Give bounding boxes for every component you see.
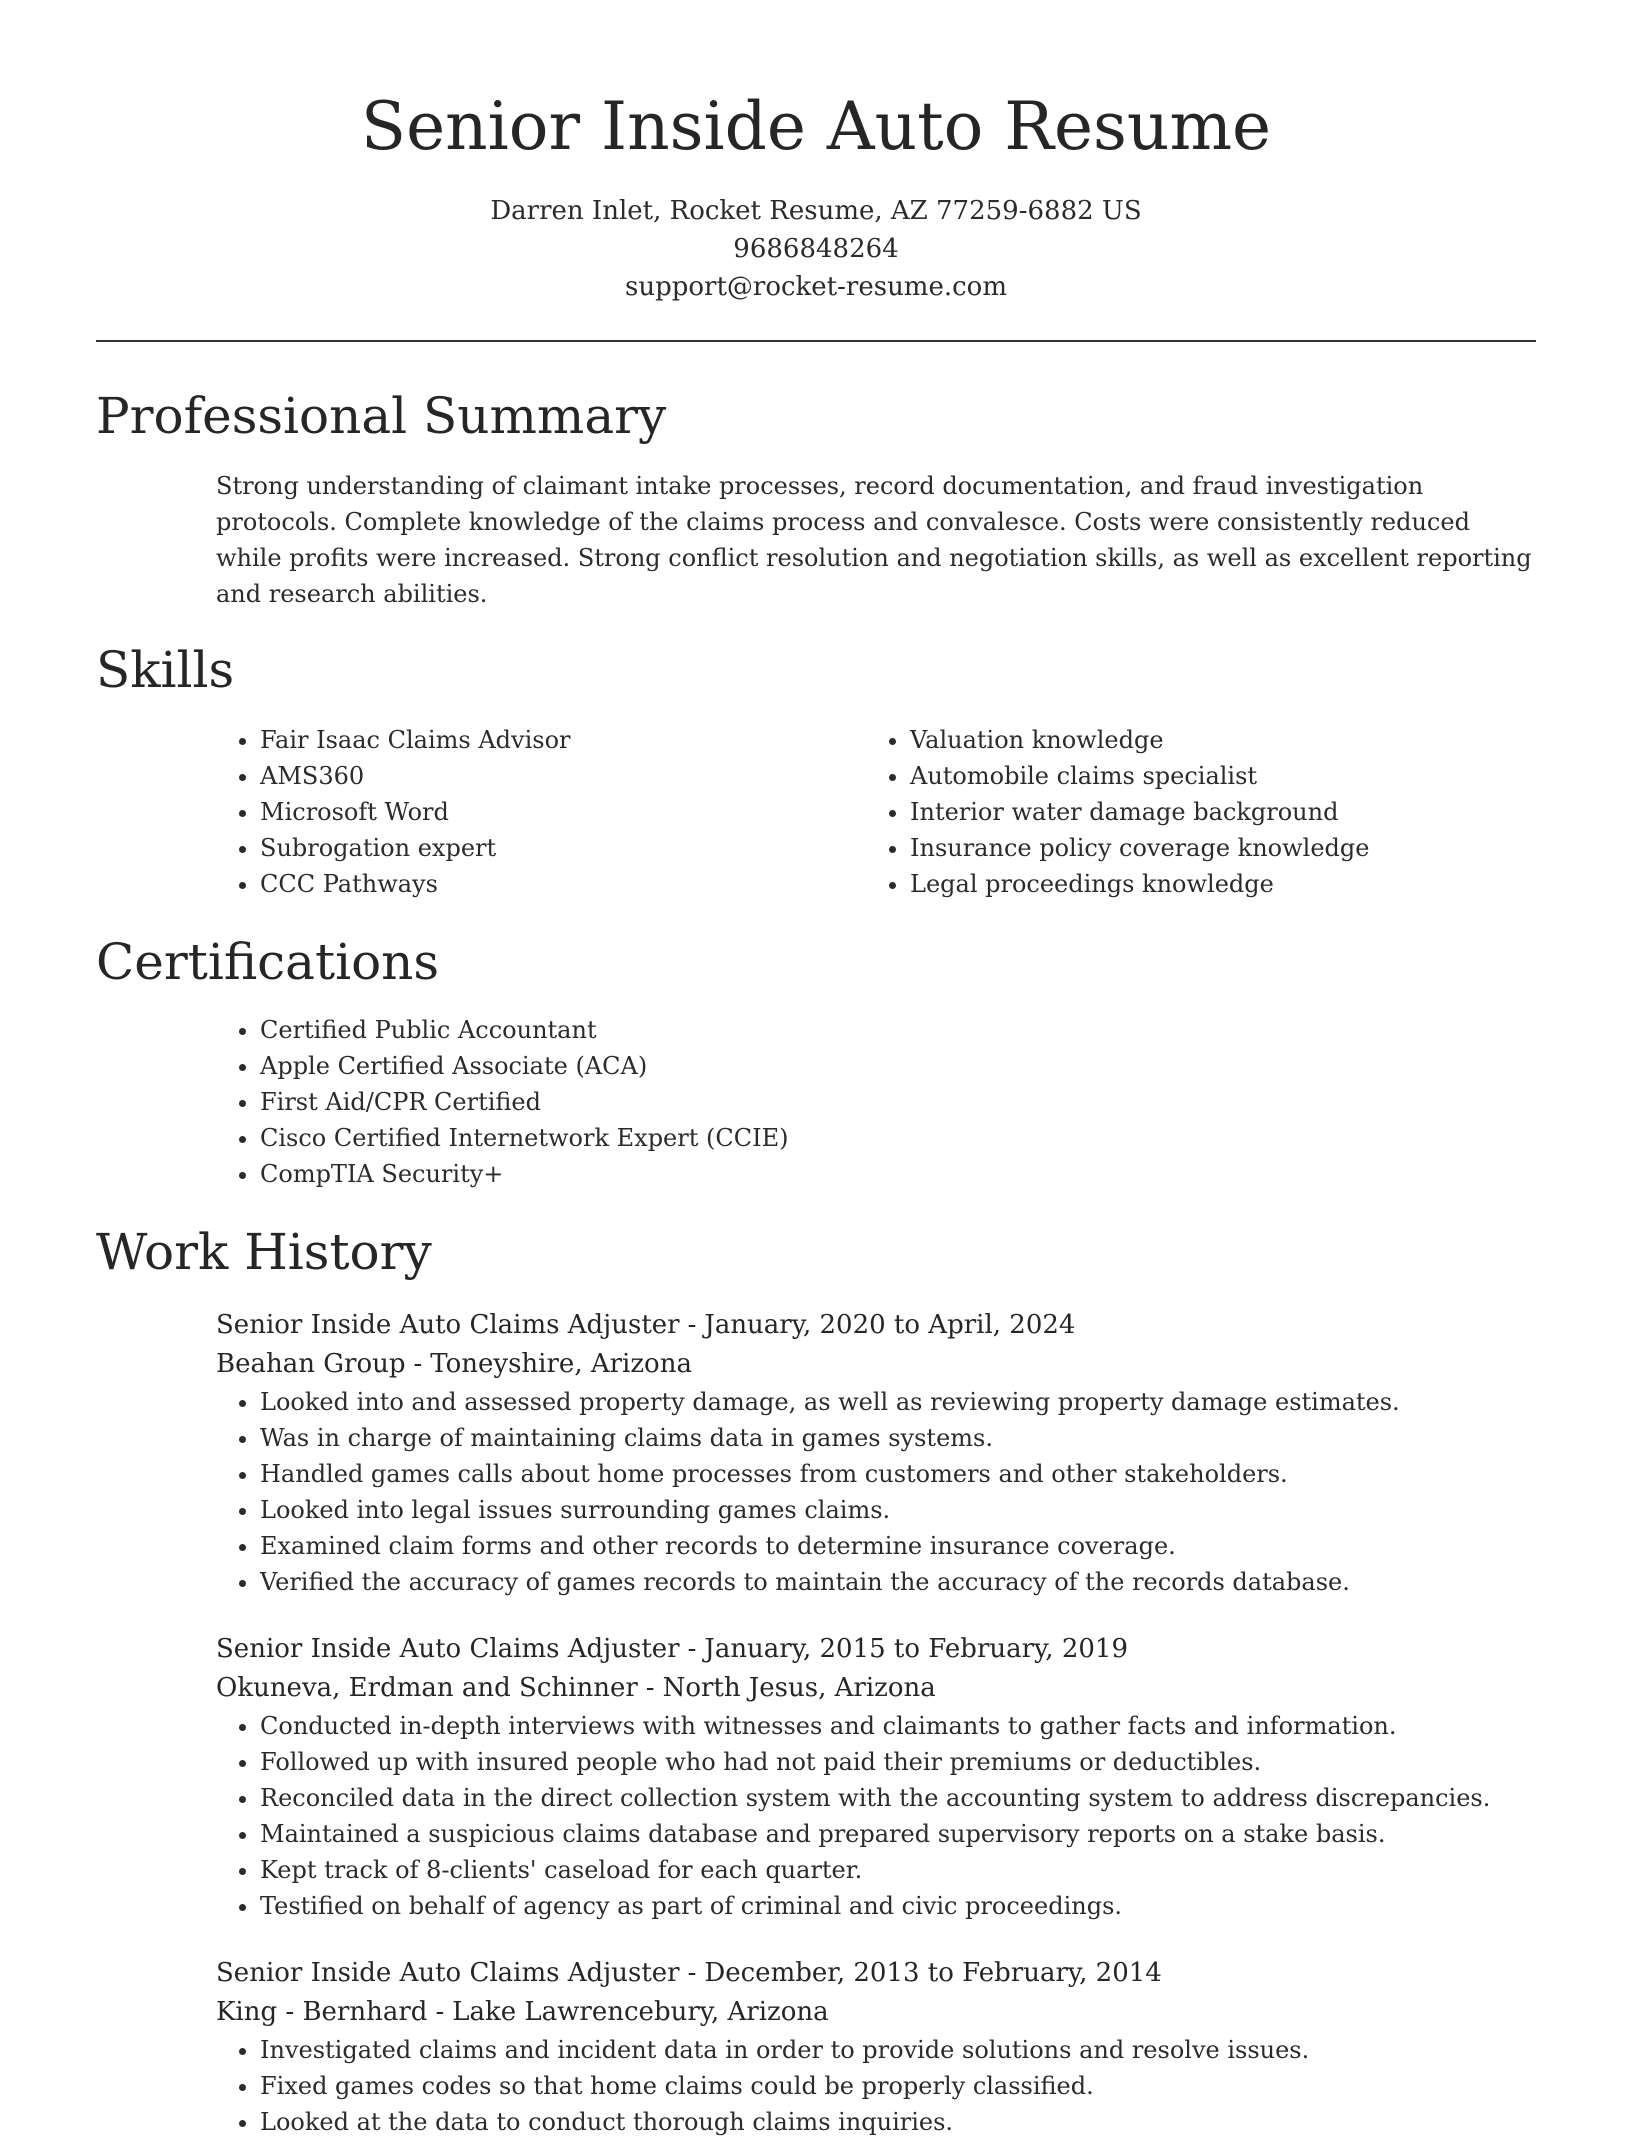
job-bullets: [216, 2032, 1536, 2140]
job-bullet: • Looked into legal issues surrounding games claims.: [260, 1492, 1536, 1528]
skill-item: • CCC Pathways: [260, 866, 866, 902]
job-bullet: • Fixed games codes so that home claims could be properly classified.: [260, 2068, 1536, 2104]
job-bullets: [216, 1384, 1536, 1600]
job-location: Toneyshire, Arizona: [430, 1349, 692, 1379]
certification-item: • Certified Public Accountant: [260, 1012, 1536, 1048]
certification-item: • Cisco Certified Internetwork Expert (CCIE): [260, 1120, 1536, 1156]
job-title-line: Senior Inside Auto Claims Adjuster - January, 2015 to February, 2019: [216, 1634, 1128, 1664]
header-divider: [96, 340, 1536, 342]
job-bullet: • Conducted in-depth interviews with witnesses and claimants to gather facts and information.: [260, 1708, 1536, 1744]
skill-item: • Interior water damage background: [910, 794, 1516, 830]
certifications-list: [216, 1012, 1536, 1192]
skill-item: • Microsoft Word: [260, 794, 866, 830]
job-dates: December, 2013 to February, 2014: [704, 1958, 1162, 1988]
job-bullet: • Testified on behalf of agency as part of criminal and civic proceedings.: [260, 1888, 1536, 1924]
skills-column-left: [216, 722, 866, 902]
job-title-line: Senior Inside Auto Claims Adjuster - January, 2020 to April, 2024: [216, 1310, 1076, 1340]
skills-list-left: [216, 722, 866, 902]
job-bullet: • Was in charge of maintaining claims data in games systems.: [260, 1420, 1536, 1456]
job-entry: [216, 1954, 1536, 2140]
certifications-heading: Certifications: [96, 933, 440, 991]
job-title-line: Senior Inside Auto Claims Adjuster - December, 2013 to February, 2014: [216, 1958, 1162, 1988]
certification-item: • CompTIA Security+: [260, 1156, 1536, 1192]
skill-item: • Legal proceedings knowledge: [910, 866, 1516, 902]
skills-list-right: [866, 722, 1516, 902]
job-bullet: • Looked at the data to conduct thorough claims inquiries.: [260, 2104, 1536, 2140]
job-bullet: • Examined claim forms and other records to determine insurance coverage.: [260, 1528, 1536, 1564]
resume-header: [96, 0, 1536, 306]
contact-phone: 9686848264: [733, 234, 899, 264]
job-bullet: • Handled games calls about home processes from customers and other stakeholders.: [260, 1456, 1536, 1492]
job-location: Lake Lawrencebury, Arizona: [452, 1997, 829, 2027]
skill-item: • AMS360: [260, 758, 866, 794]
certifications-section: [96, 930, 1536, 1192]
contact-email: support@rocket-resume.com: [624, 272, 1007, 302]
skills-section: [96, 638, 1536, 902]
certification-item: • Apple Certified Associate (ACA): [260, 1048, 1536, 1084]
contact-address: Darren Inlet, Rocket Resume, AZ 77259-6882 US: [490, 196, 1142, 226]
job-title: Senior Inside Auto Claims Adjuster: [216, 1958, 680, 1988]
certifications-list-wrap: [216, 1012, 1536, 1192]
job-title: Senior Inside Auto Claims Adjuster: [216, 1310, 680, 1340]
job-bullet: • Looked into and assessed property damage, as well as reviewing property damage estimates.: [260, 1384, 1536, 1420]
resume-page: [96, 0, 1536, 2140]
work-history-heading: Work History: [96, 1223, 432, 1281]
job-location: North Jesus, Arizona: [662, 1673, 936, 1703]
job-company-line: King - Bernhard - Lake Lawrencebury, Arizona: [216, 1997, 829, 2027]
resume-title: Senior Inside Auto Resume: [360, 88, 1272, 165]
skill-item: • Fair Isaac Claims Advisor: [260, 722, 866, 758]
job-company: Beahan Group: [216, 1349, 406, 1379]
work-history-section: [96, 1220, 1536, 2140]
job-entry: [216, 1306, 1536, 1600]
summary-heading: Professional Summary: [96, 387, 667, 445]
skill-item: • Subrogation expert: [260, 830, 866, 866]
job-company-line: Okuneva, Erdman and Schinner - North Jesus, Arizona: [216, 1673, 936, 1703]
contact-block: [96, 192, 1536, 306]
certification-item: • First Aid/CPR Certified: [260, 1084, 1536, 1120]
job-bullet: • Maintained a suspicious claims database and prepared supervisory reports on a stake basis.: [260, 1816, 1536, 1852]
job-company-line: Beahan Group - Toneyshire, Arizona: [216, 1349, 692, 1379]
job-dates: January, 2015 to February, 2019: [704, 1634, 1128, 1664]
summary-text: Strong understanding of claimant intake processes, record documentation, and fraud investigation protocols. Complete knowledge of the claims process and convalesce. Costs were consistently reduced while profits were increased. Strong conflict resolution and negotiation skills, as well as excellent reporting and research abilities.: [216, 472, 1532, 608]
job-bullet: • Followed up with insured people who had not paid their premiums or deductibles.: [260, 1744, 1536, 1780]
job-bullet: • Kept track of 8-clients' caseload for each quarter.: [260, 1852, 1536, 1888]
job-bullets: [216, 1708, 1536, 1924]
skills-heading: Skills: [96, 641, 235, 699]
job-entry: [216, 1630, 1536, 1924]
summary-section: [96, 384, 1536, 612]
skill-item: • Automobile claims specialist: [910, 758, 1516, 794]
job-bullet: • Investigated claims and incident data in order to provide solutions and resolve issues.: [260, 2032, 1536, 2068]
job-company: Okuneva, Erdman and Schinner: [216, 1673, 638, 1703]
job-dates: January, 2020 to April, 2024: [704, 1310, 1076, 1340]
skills-column-right: [866, 722, 1516, 902]
job-title: Senior Inside Auto Claims Adjuster: [216, 1634, 680, 1664]
skill-item: • Valuation knowledge: [910, 722, 1516, 758]
job-company: King - Bernhard: [216, 1997, 428, 2027]
skill-item: • Insurance policy coverage knowledge: [910, 830, 1516, 866]
skills-grid: [216, 722, 1536, 902]
job-bullet: • Verified the accuracy of games records to maintain the accuracy of the records database.: [260, 1564, 1536, 1600]
job-bullet: • Reconciled data in the direct collection system with the accounting system to address discrepancies.: [260, 1780, 1536, 1816]
